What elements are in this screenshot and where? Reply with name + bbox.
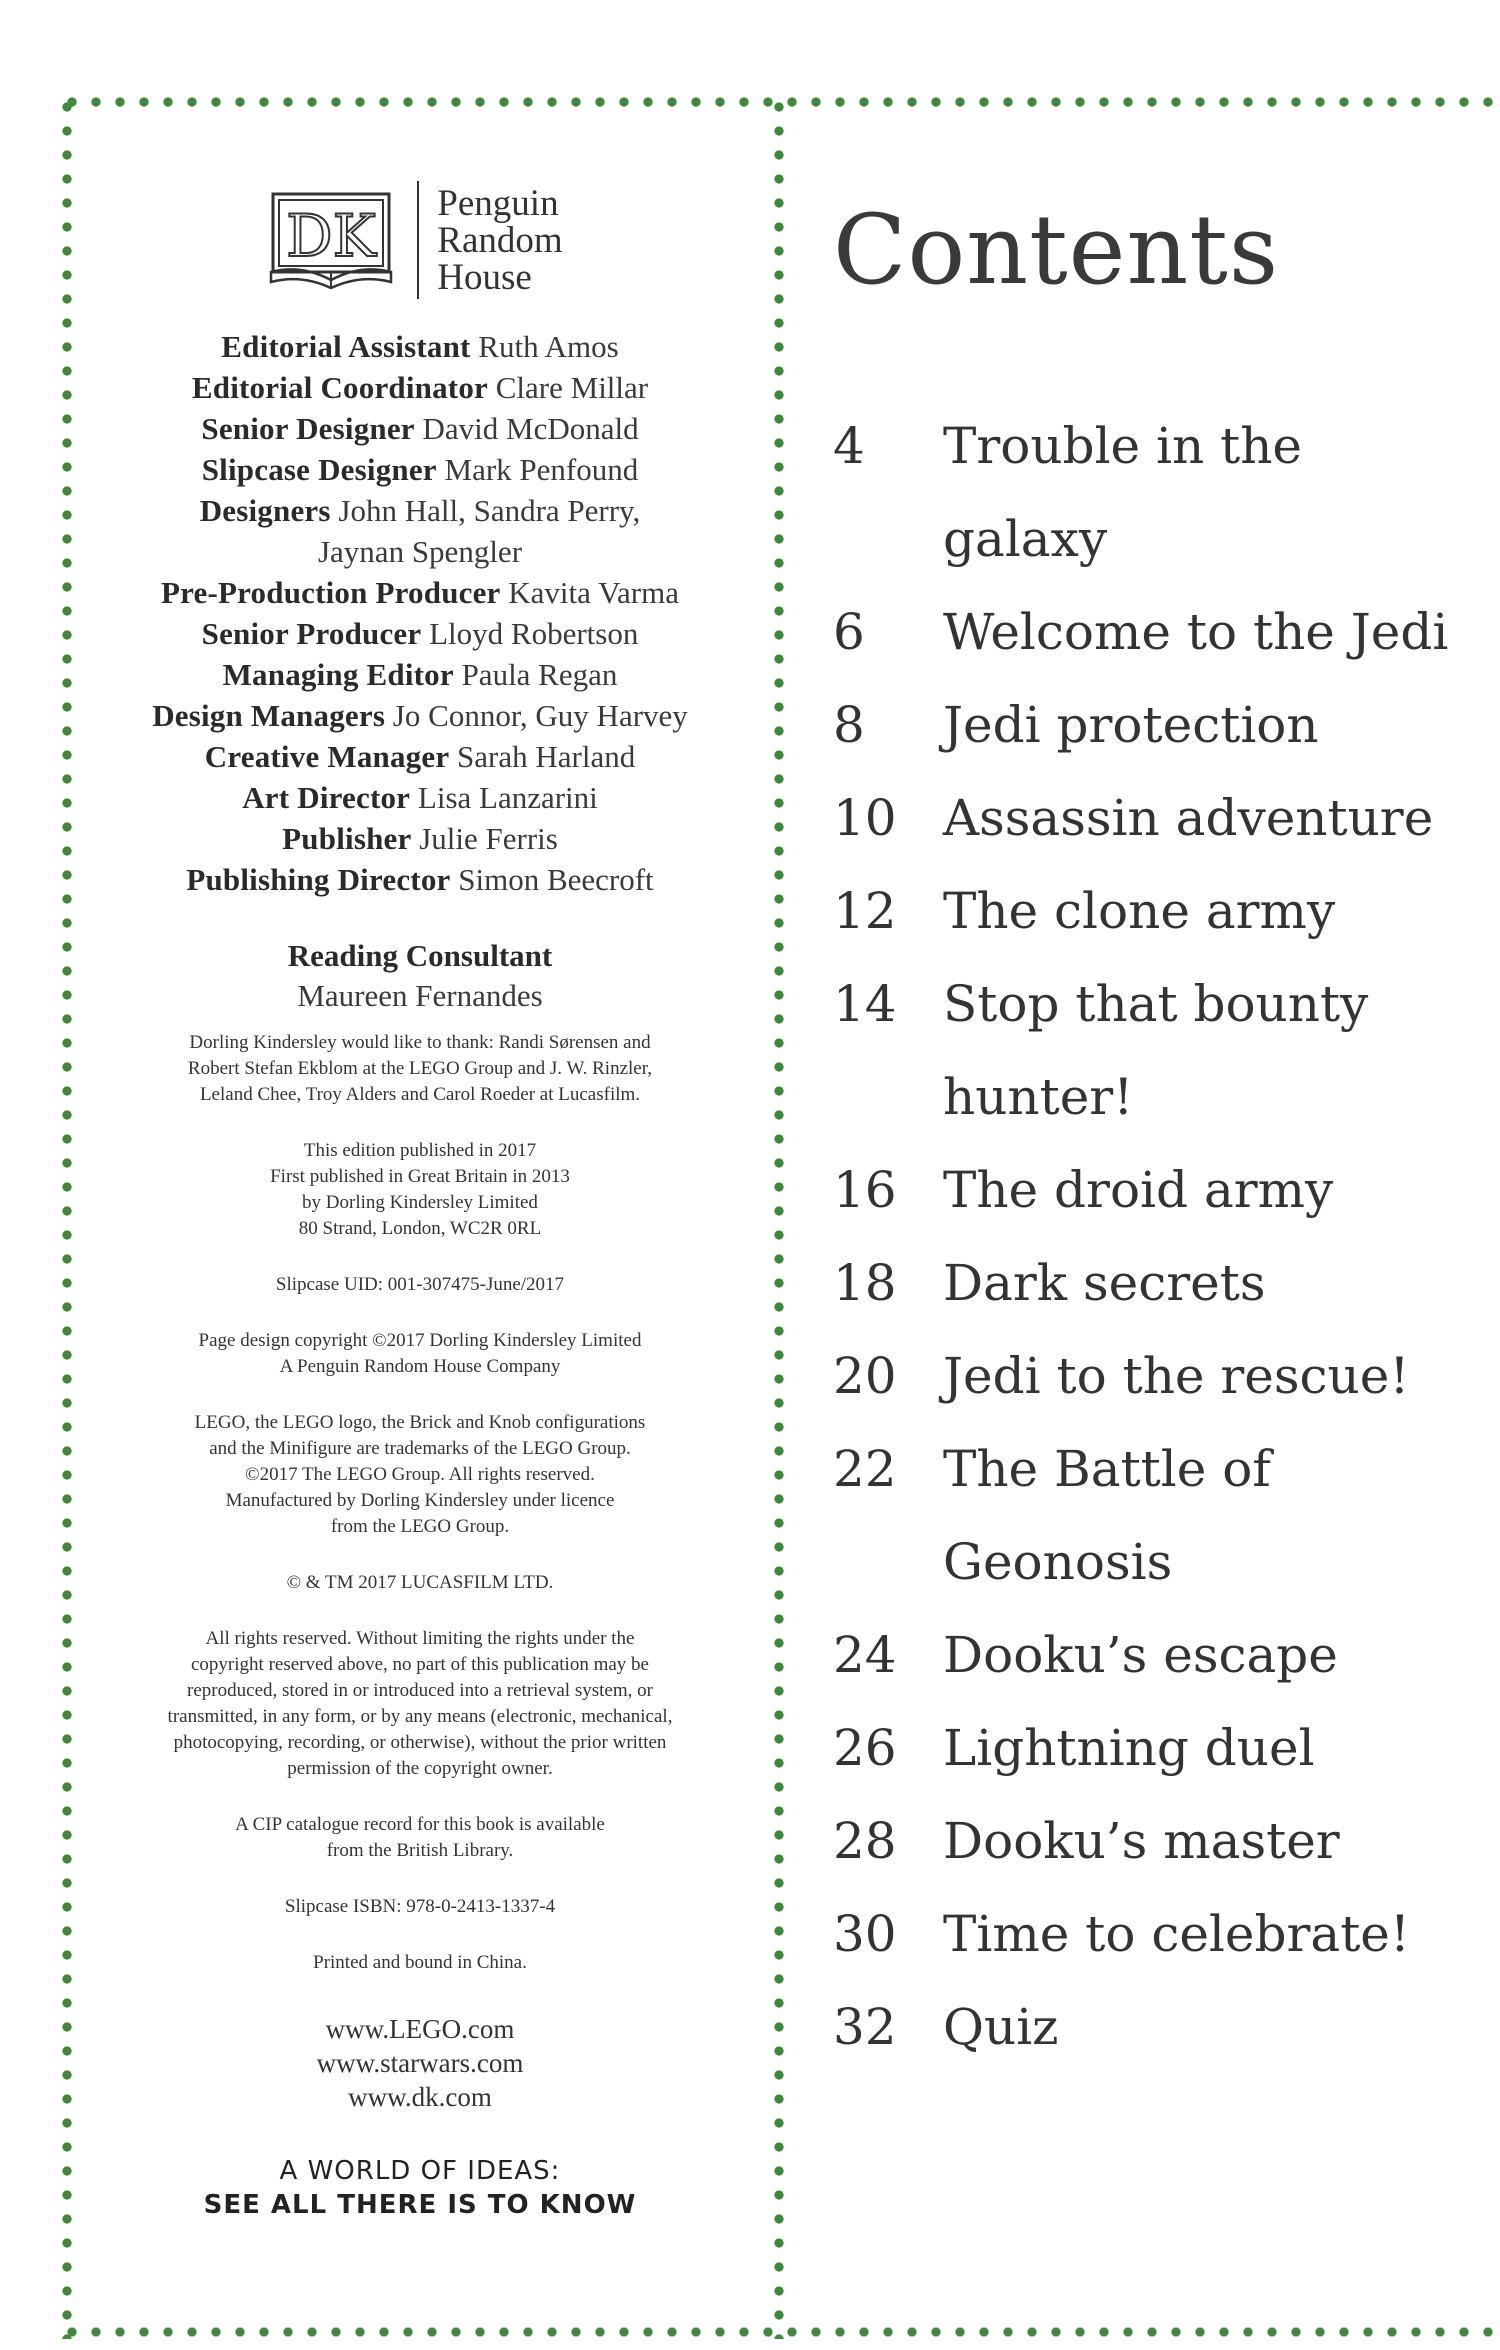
toc-entry[interactable] — [833, 679, 1473, 772]
toc-entry[interactable] — [833, 1516, 1473, 1609]
toc-page-number: 18 — [833, 1254, 897, 1312]
credit-name: Kavita Varma — [508, 575, 679, 610]
credit-line — [90, 859, 750, 900]
credit-role: Senior Designer — [201, 411, 415, 446]
credit-line — [90, 408, 750, 449]
credit-name: Jaynan Spengler — [317, 534, 523, 569]
toc-chapter-title: Time to celebrate! — [943, 1905, 1410, 1963]
toc-page-number: 22 — [833, 1440, 897, 1498]
credit-line — [90, 818, 750, 859]
credit-line — [90, 695, 750, 736]
toc-entry[interactable] — [833, 772, 1473, 865]
design-copyright: Page design copyright ©2017 Dorling Kindersley Limited A Penguin Random House Company — [198, 1330, 642, 1377]
toc-chapter-title: Stop that bounty — [943, 975, 1369, 1033]
toc-entry[interactable] — [833, 1144, 1473, 1237]
publisher-logo — [80, 170, 750, 310]
credit-role: Slipcase Designer — [201, 452, 437, 487]
dk-book-logo-icon — [267, 190, 395, 290]
penguin-random-house-wordmark — [437, 182, 563, 298]
toc-chapter-title: Dooku’s master — [943, 1812, 1340, 1870]
cip-notice: A CIP catalogue record for this book is available from the British Library. — [235, 1814, 605, 1861]
toc-entry[interactable] — [833, 1051, 1473, 1144]
toc-entry[interactable] — [833, 1795, 1473, 1888]
toc-entry[interactable] — [833, 958, 1473, 1051]
credit-name: Paula Regan — [461, 657, 618, 692]
toc-chapter-title: Lightning duel — [943, 1719, 1315, 1777]
toc-entry[interactable] — [833, 586, 1473, 679]
credit-role: Editorial Coordinator — [191, 370, 488, 405]
toc-page-number: 12 — [833, 882, 897, 940]
credit-name: David McDonald — [422, 411, 639, 446]
tagline-line1: A WORLD OF IDEAS: — [279, 2156, 561, 2186]
credit-name: Simon Beecroft — [458, 862, 654, 897]
toc-page-number: 28 — [833, 1812, 897, 1870]
credit-name: Mark Penfound — [444, 452, 639, 487]
lucasfilm-copyright: © & TM 2017 LUCASFILM LTD. — [286, 1572, 554, 1593]
credit-line — [90, 490, 750, 531]
table-of-contents — [833, 400, 1473, 2074]
toc-entry[interactable] — [833, 1330, 1473, 1423]
dk-tagline — [90, 2154, 750, 2222]
website-link[interactable]: www.LEGO.com — [325, 2014, 515, 2044]
toc-chapter-title: Trouble in the galaxy — [943, 417, 1303, 568]
toc-chapter-title: The droid army — [943, 1161, 1334, 1219]
credit-name: Ruth Amos — [478, 329, 619, 364]
toc-entry[interactable] — [833, 1888, 1473, 1981]
website-link[interactable]: www.dk.com — [348, 2082, 492, 2112]
toc-chapter-title: Assassin adventure — [943, 789, 1434, 847]
toc-chapter-title: Jedi protection — [943, 696, 1319, 754]
credit-line — [90, 326, 750, 367]
credit-role: Publisher — [282, 821, 412, 856]
toc-chapter-title: The Battle of — [943, 1440, 1271, 1498]
credit-line — [90, 736, 750, 777]
lego-trademark: LEGO, the LEGO logo, the Brick and Knob configurations and the Minifigure are trademarks of the LEGO Group. ©2017 The LEGO Group. All rights reserved. Manufactured by Dorling Kindersley under licence from the LEGO Group. — [194, 1412, 646, 1537]
credit-line — [90, 654, 750, 695]
toc-page-number: 32 — [833, 1998, 897, 2056]
contents-heading: Contents — [833, 194, 1280, 306]
credit-name: John Hall, Sandra Perry, — [338, 493, 641, 528]
rights-notice: All rights reserved. Without limiting the rights under the copyright reserved above, no part of this publication may be reproduced, stored in or introduced into a retrieval system, or transmitted, in any form, or by any means (electronic, mechanical, photocopying, recording, or otherwise), without the prior written permission of the copyright owner. — [167, 1628, 673, 1779]
credit-role: Design Managers — [152, 698, 386, 733]
reading-consultant — [90, 936, 750, 1016]
credit-role: Pre-Production Producer — [161, 575, 501, 610]
imprint-panel — [90, 170, 750, 2222]
credit-name: Clare Millar — [495, 370, 649, 405]
credit-line — [90, 531, 750, 572]
toc-chapter-title: Quiz — [943, 1998, 1059, 2056]
toc-page-number: 16 — [833, 1161, 897, 1219]
toc-page-number: 4 — [833, 417, 865, 475]
toc-entry[interactable] — [833, 1237, 1473, 1330]
credit-name: Lloyd Robertson — [429, 616, 639, 651]
toc-entry[interactable] — [833, 1423, 1473, 1516]
credit-line — [90, 449, 750, 490]
edition-info: This edition published in 2017 First published in Great Britain in 2013 by Dorling Kindersley Limited 80 Strand, London, WC2R 0RL — [270, 1140, 570, 1239]
consultant-name: Maureen Fernandes — [297, 978, 543, 1013]
credit-role: Designers — [199, 493, 331, 528]
credit-name: Sarah Harland — [457, 739, 636, 774]
logo-divider — [417, 181, 419, 299]
credit-name: Jo Connor, Guy Harvey — [392, 698, 688, 733]
toc-page-number: 14 — [833, 975, 897, 1033]
credit-role: Art Director — [242, 780, 411, 815]
toc-entry[interactable] — [833, 1702, 1473, 1795]
website-link[interactable]: www.starwars.com — [316, 2048, 524, 2078]
prh-line: Penguin — [437, 182, 559, 224]
acknowledgements: Dorling Kindersley would like to thank: Randi Sørensen and Robert Stefan Ekblom at the LEGO Group and J. W. Rinzler, Leland Chee, Troy Alders and Carol Roeder at Lucasfilm. — [187, 1032, 653, 1105]
credit-line — [90, 613, 750, 654]
toc-entry[interactable] — [833, 400, 1473, 586]
left-dotted-border — [60, 95, 74, 2339]
toc-page-number: 24 — [833, 1626, 897, 1684]
toc-entry[interactable] — [833, 1609, 1473, 1702]
prh-line: Random — [437, 219, 563, 261]
toc-entry[interactable] — [833, 865, 1473, 958]
websites — [90, 2012, 750, 2114]
printed-in: Printed and bound in China. — [313, 1952, 527, 1973]
credit-role: Senior Producer — [201, 616, 422, 651]
credit-role: Editorial Assistant — [221, 329, 471, 364]
tagline-line2: SEE ALL THERE IS TO KNOW — [203, 2190, 637, 2220]
toc-page-number: 20 — [833, 1347, 897, 1405]
credit-line — [90, 777, 750, 818]
svg-text:DK: DK — [286, 202, 377, 270]
toc-page-number: 30 — [833, 1905, 897, 1963]
credit-line — [90, 572, 750, 613]
toc-page-number: 26 — [833, 1719, 897, 1777]
toc-chapter-title: Dooku’s escape — [943, 1626, 1338, 1684]
toc-chapter-title: Welcome to the Jedi — [943, 603, 1449, 661]
credits-list — [90, 326, 750, 900]
credit-name: Lisa Lanzarini — [417, 780, 598, 815]
credit-line — [90, 367, 750, 408]
toc-entry[interactable] — [833, 1981, 1473, 2074]
credit-name: Julie Ferris — [419, 821, 558, 856]
toc-chapter-title: The clone army — [943, 882, 1336, 940]
slipcase-uid: Slipcase UID: 001-307475-June/2017 — [275, 1274, 565, 1295]
toc-page-number: 10 — [833, 789, 897, 847]
consultant-role: Reading Consultant — [287, 938, 553, 973]
toc-page-number: 6 — [833, 603, 865, 661]
toc-page-number: 8 — [833, 696, 865, 754]
toc-chapter-title: Jedi to the rescue! — [943, 1347, 1410, 1405]
prh-line: House — [437, 256, 532, 298]
toc-chapter-title: hunter! — [943, 1068, 1134, 1126]
credit-role: Publishing Director — [186, 862, 451, 897]
credit-role: Managing Editor — [222, 657, 454, 692]
isbn: Slipcase ISBN: 978-0-2413-1337-4 — [284, 1896, 556, 1917]
toc-chapter-title: Dark secrets — [943, 1254, 1266, 1312]
toc-chapter-title: Geonosis — [943, 1533, 1173, 1591]
credit-role: Creative Manager — [204, 739, 450, 774]
center-dotted-divider — [772, 95, 786, 2339]
